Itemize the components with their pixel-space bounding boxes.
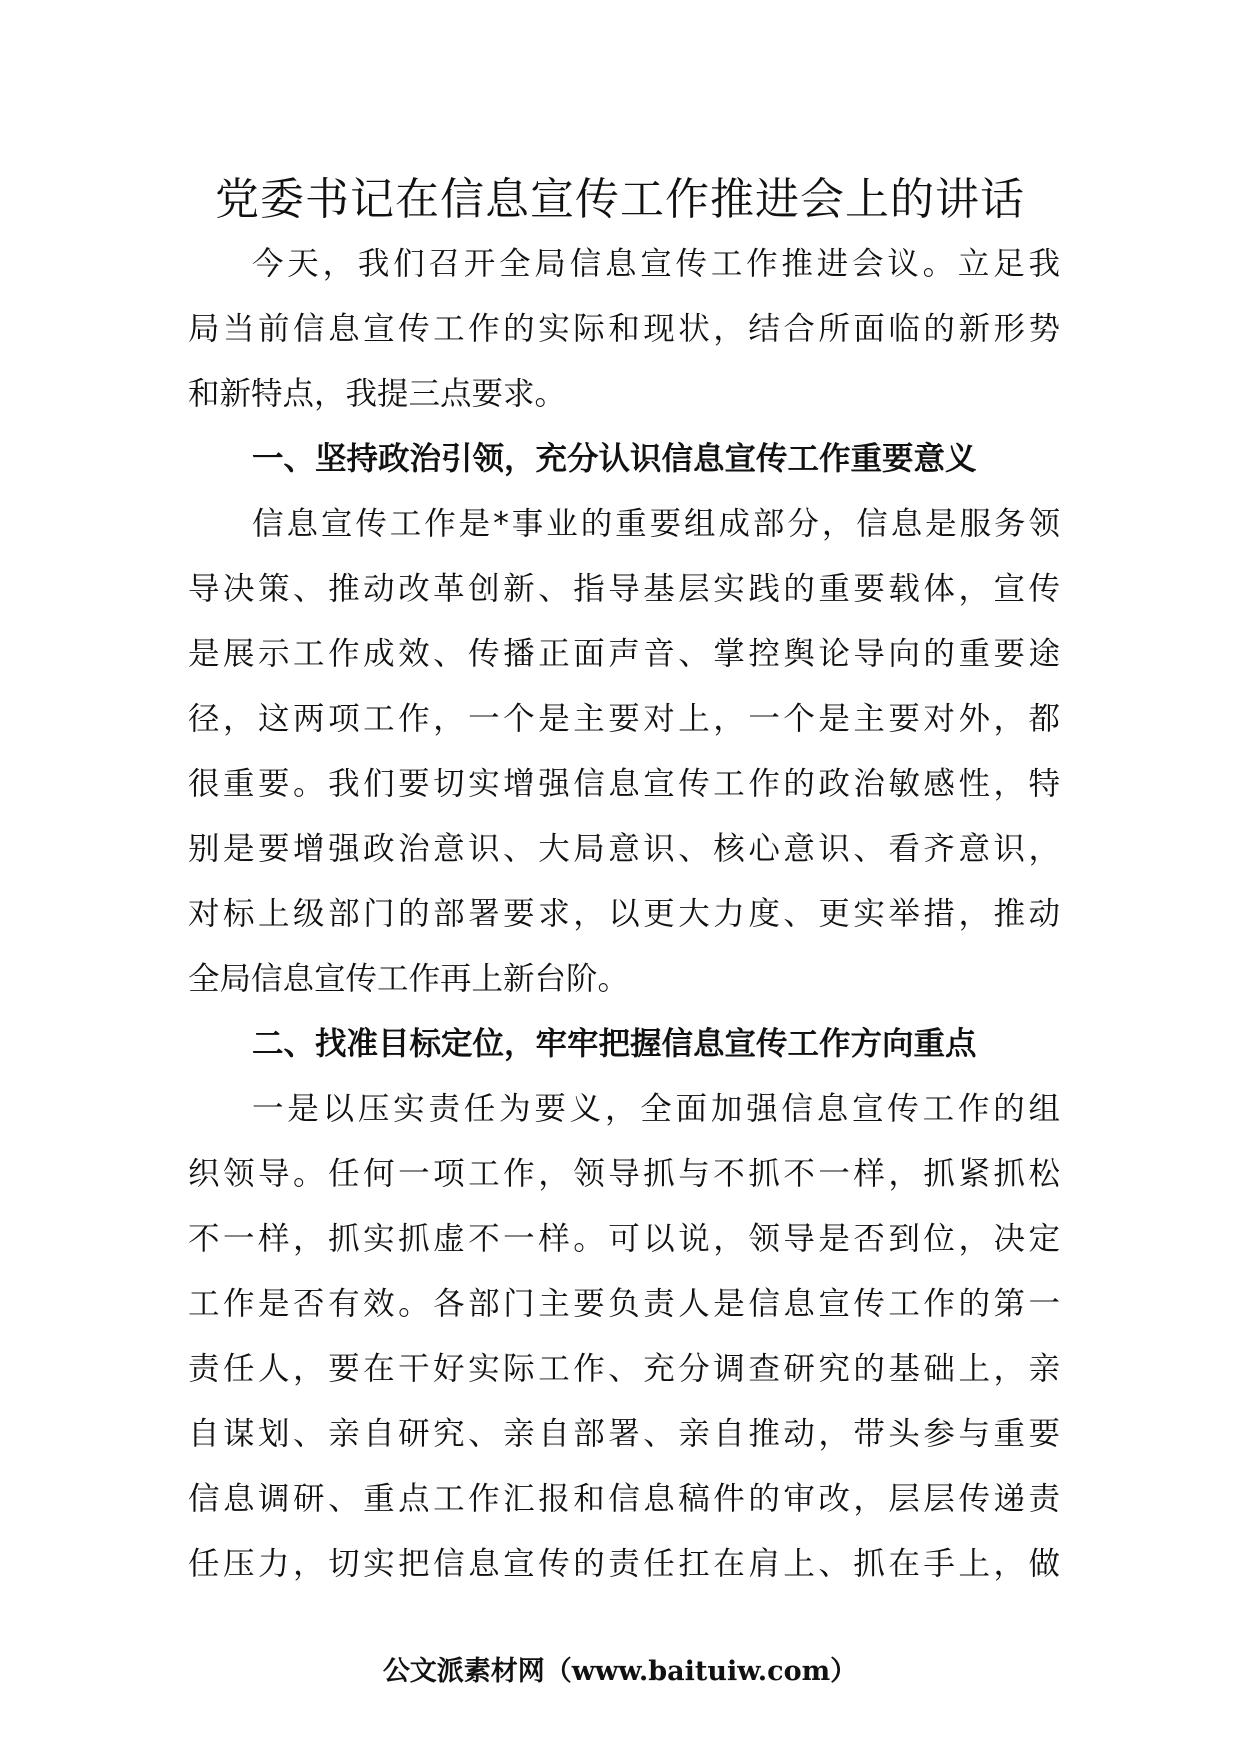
paragraph-line: 全局信息宣传工作再上新台阶。 bbox=[188, 961, 630, 997]
paragraph-line: 责任人，要在干好实际工作、充分调查研究的基础上，亲 bbox=[188, 1351, 1060, 1387]
section-heading: 二、找准目标定位，牢牢把握信息宣传工作方向重点 bbox=[252, 1026, 977, 1062]
paragraph-line: 对标上级部门的部署要求，以更大力度、更实举措，推动 bbox=[188, 896, 1060, 932]
paragraph-line: 工作是否有效。各部门主要负责人是信息宣传工作的第一 bbox=[188, 1286, 1060, 1322]
paragraph-line: 自谋划、亲自研究、亲自部署、亲自推动，带头参与重要 bbox=[188, 1416, 1060, 1452]
paragraph-line: 径，这两项工作，一个是主要对上，一个是主要对外，都 bbox=[188, 701, 1060, 737]
paragraph-line: 很重要。我们要切实增强信息宣传工作的政治敏感性，特 bbox=[188, 766, 1060, 802]
paragraph-line: 织领导。任何一项工作，领导抓与不抓不一样，抓紧抓松 bbox=[188, 1156, 1060, 1192]
paragraph-line: 一是以压实责任为要义，全面加强信息宣传工作的组 bbox=[252, 1091, 1060, 1127]
document-body bbox=[188, 232, 1060, 1597]
paragraph-line: 是展示工作成效、传播正面声音、掌控舆论导向的重要途 bbox=[188, 636, 1060, 672]
paragraph-line: 今天，我们召开全局信息宣传工作推进会议。立足我 bbox=[252, 246, 1060, 282]
paragraph-line: 别是要增强政治意识、大局意识、核心意识、看齐意识， bbox=[188, 831, 1060, 867]
paragraph-line: 不一样，抓实抓虚不一样。可以说，领导是否到位，决定 bbox=[188, 1221, 1060, 1257]
paragraph-line: 和新特点，我提三点要求。 bbox=[188, 376, 567, 412]
section-heading: 一、坚持政治引领，充分认识信息宣传工作重要意义 bbox=[252, 441, 977, 477]
paragraph-line: 任压力，切实把信息宣传的责任扛在肩上、抓在手上，做 bbox=[188, 1546, 1060, 1582]
footer-watermark: 公文派素材网（www.baituiw.com） bbox=[382, 1656, 858, 1687]
document-title: 党委书记在信息宣传工作推进会上的讲话 bbox=[215, 174, 1025, 225]
paragraph-line: 导决策、推动改革创新、指导基层实践的重要载体，宣传 bbox=[188, 571, 1060, 607]
paragraph-line: 信息宣传工作是*事业的重要组成部分，信息是服务领 bbox=[252, 506, 1060, 542]
paragraph-line: 局当前信息宣传工作的实际和现状，结合所面临的新形势 bbox=[188, 311, 1060, 347]
paragraph-line: 信息调研、重点工作汇报和信息稿件的审改，层层传递责 bbox=[188, 1481, 1060, 1517]
